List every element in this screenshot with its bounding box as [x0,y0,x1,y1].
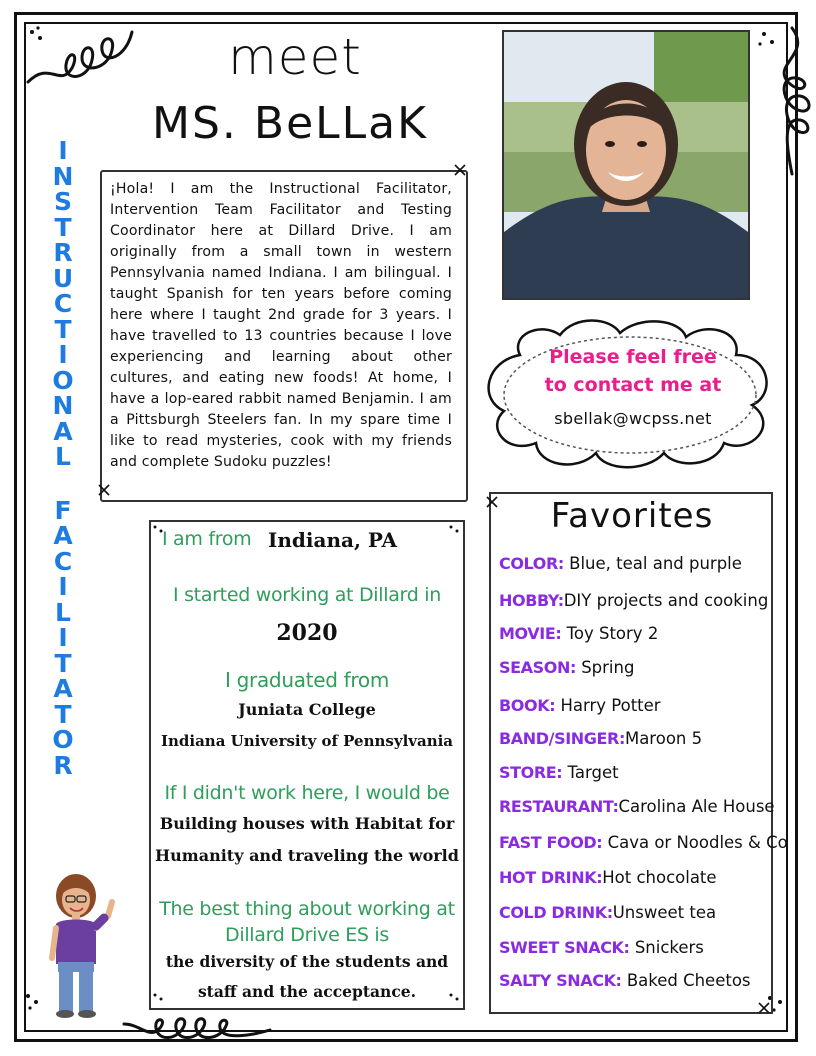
star-doodle-icon [484,494,500,510]
role-letter: I [58,340,68,369]
graduated-label: I graduated from [225,668,389,692]
role-letter: C [53,289,73,318]
favorite-row [499,833,789,852]
vertical-role-title [48,138,78,778]
role-letter: T [54,699,72,729]
role-letter: N [52,161,74,191]
role-letter: T [54,648,72,678]
college-1: Juniata College [238,700,376,719]
favorite-key: SALTY SNACK: [499,971,622,990]
favorite-value: Harry Potter [560,696,661,715]
favorite-key: COLD DRINK: [499,903,613,922]
favorite-key: FAST FOOD: [499,833,603,852]
favorite-value: Maroon 5 [624,729,703,748]
role-letter: S [53,187,72,216]
favorite-row [499,903,789,922]
favorite-value: Unsweet tea [612,903,717,922]
from-label: I am from [162,528,252,550]
swirl-doodle-top-right-icon [752,24,812,184]
favorite-row [499,591,789,610]
best-thing-value-2: staff and the acceptance. [197,982,417,1001]
star-doodle-icon [452,162,468,178]
teacher-photo [502,30,750,300]
favorites-title: Favorites [550,496,714,536]
alternative-label: If I didn't work here, I would be [164,782,450,804]
started-label: I started working at Dillard in [173,584,441,606]
college-2: Indiana University of Pennsylvania [160,732,454,750]
favorite-value: Blue, teal and purple [569,554,742,573]
alternative-value-1: Building houses with Habitat for [159,814,455,833]
bio-box [100,170,468,502]
best-thing-label-1: The best thing about working at [159,898,455,920]
dots-doodle-icon [448,524,462,538]
favorite-value: Spring [581,658,635,677]
favorite-value: Target [567,763,619,782]
favorite-key: STORE: [499,763,563,782]
contact-invitation [520,343,746,399]
role-letter: O [52,365,74,395]
role-letter: T [54,212,72,242]
star-doodle-icon [756,1000,772,1016]
favorite-key: RESTAURANT: [499,797,619,816]
best-thing-value-1: the diversity of the students and [165,952,449,971]
favorite-row [499,868,789,887]
contact-line-1: Please feel free [549,346,717,368]
role-letter: O [52,725,74,754]
favorite-row [499,658,789,677]
role-letter: N [52,391,74,420]
favorite-key: SEASON: [499,658,576,677]
favorite-row [499,763,789,782]
favorite-value: Carolina Ale House [618,797,775,816]
favorite-row [499,696,789,715]
role-letter: A [53,416,73,446]
role-letter: F [54,495,72,525]
role-letter: I [58,623,68,652]
star-doodle-icon [96,482,112,498]
favorite-value: Baked Cheetos [626,971,751,990]
bio-text: ¡Hola! I am the Instructional Facilitator, Intervention Team Facilitator and Testing Coordinator here at Dillard Drive. I am originally from a small town in western Pennsylvania named Indiana. I am bilingual. I taught Spanish for ten years before coming here where I taught 2nd grade for 3 years. I have travelled to 13 countries because I love experiencing and learning about other cultures, and eating new foods! At home, I have a lop-eared rabbit named Benjamin. I am a Pittsburgh Steelers fan. In my spare time I like to read mysteries, cook with my friends and complete Sudoku puzzles! [110,181,452,470]
meet-heading: meet [228,28,362,86]
page-title: MS. BeLLaK [152,98,428,149]
contact-line-2: to contact me at [544,374,722,396]
favorite-row [499,624,789,643]
from-value: Indiana, PA [268,528,397,552]
role-letter: C [53,546,73,576]
favorite-row [499,729,789,748]
swirl-doodle-top-left-icon [20,10,150,100]
role-letter: L [55,597,71,627]
swirl-doodle-bottom-icon [120,1010,280,1050]
favorite-key: HOT DRINK: [499,868,603,887]
role-letter: R [53,238,73,267]
favorite-key: HOBBY: [499,591,564,610]
role-letter: L [55,442,71,471]
alternative-value-2: Humanity and traveling the world [155,846,459,865]
role-letter: R [53,750,73,780]
favorite-key: COLOR: [499,554,564,573]
favorite-key: BAND/SINGER: [499,729,625,748]
favorite-value: Toy Story 2 [566,624,659,643]
avatar [46,872,118,1020]
favorite-key: MOVIE: [499,624,562,643]
contact-email-link[interactable]: sbellak@wcpss.net [554,409,712,428]
favorite-key: SWEET SNACK: [499,938,630,957]
favorite-value: Snickers [634,938,704,957]
role-letter: I [58,136,68,165]
role-letter: U [52,263,74,293]
portrait-image [504,32,748,298]
favorite-row [499,797,789,816]
best-thing-label-2: Dillard Drive ES is [225,924,389,946]
role-letter: I [58,572,68,601]
favorite-key: BOOK: [499,696,556,715]
favorite-row [499,971,789,990]
favorite-row [499,554,789,573]
favorite-value: DIY projects and cooking [563,591,769,610]
role-letter: A [53,521,73,550]
favorite-value: Hot chocolate [602,868,717,887]
role-letter: T [54,314,72,344]
started-value: 2020 [276,620,338,646]
favorite-row [499,938,789,957]
favorite-value: Cava or Noodles & Co [607,833,788,852]
role-letter: A [53,674,73,703]
